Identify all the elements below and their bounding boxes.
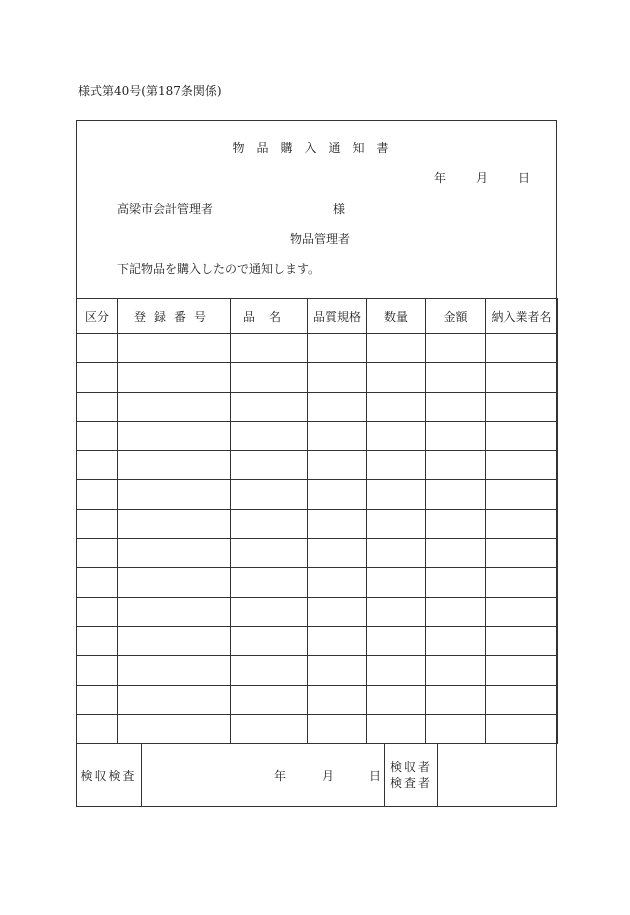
date-month: 月	[476, 171, 489, 185]
table-cell[interactable]	[118, 714, 231, 743]
table-cell[interactable]	[77, 568, 118, 597]
inspection-label-cell	[76, 743, 141, 807]
table-cell[interactable]	[367, 480, 426, 509]
table-cell[interactable]	[118, 334, 231, 363]
table-cell[interactable]	[426, 656, 486, 685]
table-cell[interactable]	[486, 421, 558, 450]
date-day: 日	[518, 171, 531, 185]
table-cell[interactable]	[486, 685, 558, 714]
table-cell[interactable]	[308, 421, 367, 450]
table-cell[interactable]	[77, 656, 118, 685]
table-cell[interactable]	[231, 421, 308, 450]
table-cell[interactable]	[308, 480, 367, 509]
table-cell[interactable]	[308, 509, 367, 538]
purchase-notice-form	[76, 120, 557, 807]
table-cell[interactable]	[426, 509, 486, 538]
table-cell[interactable]	[231, 539, 308, 568]
table-cell[interactable]	[486, 656, 558, 685]
table-cell[interactable]	[486, 509, 558, 538]
table-row	[77, 626, 558, 655]
inspection-date-month: 月	[322, 769, 335, 783]
table-cell[interactable]	[486, 714, 558, 743]
honorific: 様	[333, 202, 346, 216]
sender: 物品管理者	[290, 232, 351, 246]
table-cell[interactable]	[486, 363, 558, 392]
table-cell[interactable]	[426, 392, 486, 421]
inspection-date-day: 日	[369, 769, 382, 783]
column-header-registration-number: 登録番号	[118, 299, 231, 334]
table-cell[interactable]	[486, 597, 558, 626]
table-cell[interactable]	[77, 392, 118, 421]
table-cell[interactable]	[426, 539, 486, 568]
column-header-quality-spec: 品質規格	[308, 299, 367, 334]
table-cell[interactable]	[77, 597, 118, 626]
form-header	[77, 121, 556, 299]
table-cell[interactable]	[77, 334, 118, 363]
inspector-signature-cell[interactable]	[437, 743, 557, 807]
table-cell[interactable]	[367, 626, 426, 655]
table-cell[interactable]	[486, 480, 558, 509]
table-cell[interactable]	[308, 714, 367, 743]
table-cell[interactable]	[426, 363, 486, 392]
table-cell[interactable]	[118, 568, 231, 597]
table-body	[77, 334, 558, 744]
table-cell[interactable]	[118, 626, 231, 655]
table-cell[interactable]	[77, 714, 118, 743]
table-cell[interactable]	[118, 363, 231, 392]
table-cell[interactable]	[486, 568, 558, 597]
table-cell[interactable]	[77, 421, 118, 450]
table-cell[interactable]	[77, 480, 118, 509]
notice-body-text: 下記物品を購入したので通知します。	[117, 262, 321, 276]
table-cell[interactable]	[308, 626, 367, 655]
table-cell[interactable]	[367, 539, 426, 568]
table-cell[interactable]	[486, 451, 558, 480]
inspector-label-cell	[384, 743, 437, 807]
table-cell[interactable]	[231, 363, 308, 392]
table-cell[interactable]	[118, 392, 231, 421]
table-cell[interactable]	[426, 451, 486, 480]
table-row	[77, 539, 558, 568]
table-row	[77, 363, 558, 392]
table-cell[interactable]	[426, 685, 486, 714]
table-cell[interactable]	[308, 451, 367, 480]
addressee: 高梁市会計管理者	[117, 202, 214, 216]
table-cell[interactable]	[118, 685, 231, 714]
table-cell[interactable]	[308, 334, 367, 363]
date-year: 年	[434, 171, 447, 185]
table-cell[interactable]	[426, 421, 486, 450]
table-cell[interactable]	[486, 626, 558, 655]
table-cell[interactable]	[486, 539, 558, 568]
table-cell[interactable]	[308, 656, 367, 685]
table-cell[interactable]	[118, 509, 231, 538]
table-row	[77, 334, 558, 363]
table-cell[interactable]	[308, 597, 367, 626]
table-row	[77, 451, 558, 480]
column-header-category: 区分	[77, 299, 118, 334]
document-title: 物品購入通知書	[232, 141, 401, 155]
table-cell[interactable]	[367, 509, 426, 538]
inspector-label-2: 検査者	[389, 776, 432, 790]
table-cell[interactable]	[426, 334, 486, 363]
notice-date	[434, 169, 530, 186]
table-cell[interactable]	[77, 685, 118, 714]
table-cell[interactable]	[367, 363, 426, 392]
table-row	[77, 597, 558, 626]
table-cell[interactable]	[308, 685, 367, 714]
table-cell[interactable]	[231, 334, 308, 363]
table-cell[interactable]	[426, 568, 486, 597]
table-row	[77, 392, 558, 421]
table-cell[interactable]	[231, 568, 308, 597]
inspection-footer	[76, 743, 557, 808]
table-row	[77, 656, 558, 685]
table-header-row	[77, 299, 558, 334]
table-cell[interactable]	[231, 451, 308, 480]
table-cell[interactable]	[231, 509, 308, 538]
table-cell[interactable]	[231, 597, 308, 626]
table-cell[interactable]	[367, 392, 426, 421]
table-cell[interactable]	[77, 539, 118, 568]
table-cell[interactable]	[77, 451, 118, 480]
table-row	[77, 568, 558, 597]
table-cell[interactable]	[367, 568, 426, 597]
table-cell[interactable]	[486, 334, 558, 363]
item-table	[76, 298, 558, 744]
table-row	[77, 421, 558, 450]
inspection-date-year: 年	[274, 769, 287, 783]
table-cell[interactable]	[231, 656, 308, 685]
table-row	[77, 685, 558, 714]
table-row	[77, 509, 558, 538]
table-cell[interactable]	[118, 597, 231, 626]
table-cell[interactable]	[308, 568, 367, 597]
table-cell[interactable]	[118, 656, 231, 685]
table-cell[interactable]	[308, 539, 367, 568]
column-header-supplier-name: 納入業者名	[486, 299, 558, 334]
table-cell[interactable]	[118, 421, 231, 450]
table-cell[interactable]	[486, 392, 558, 421]
table-cell[interactable]	[231, 626, 308, 655]
table-cell[interactable]	[231, 392, 308, 421]
inspection-date-cell[interactable]	[141, 743, 384, 807]
column-header-item-name: 品名	[231, 299, 308, 334]
form-number-label: 様式第40号(第187条関係)	[78, 84, 222, 98]
table-cell[interactable]	[367, 451, 426, 480]
inspection-label: 検収検査	[80, 768, 137, 783]
column-header-amount: 金額	[426, 299, 486, 334]
table-cell[interactable]	[118, 451, 231, 480]
table-cell[interactable]	[231, 685, 308, 714]
table-cell[interactable]	[231, 714, 308, 743]
table-cell[interactable]	[367, 421, 426, 450]
table-cell[interactable]	[426, 626, 486, 655]
inspector-label-1: 検収者	[389, 760, 432, 774]
table-cell[interactable]	[426, 480, 486, 509]
table-cell[interactable]	[77, 509, 118, 538]
table-cell[interactable]	[367, 334, 426, 363]
table-row	[77, 480, 558, 509]
table-cell[interactable]	[77, 626, 118, 655]
table-cell[interactable]	[367, 685, 426, 714]
table-cell[interactable]	[308, 392, 367, 421]
table-cell[interactable]	[367, 597, 426, 626]
table-cell[interactable]	[367, 714, 426, 743]
column-header-quantity: 数量	[367, 299, 426, 334]
table-cell[interactable]	[231, 480, 308, 509]
table-cell[interactable]	[77, 363, 118, 392]
table-cell[interactable]	[367, 656, 426, 685]
table-cell[interactable]	[118, 480, 231, 509]
table-cell[interactable]	[118, 539, 231, 568]
table-cell[interactable]	[426, 714, 486, 743]
table-cell[interactable]	[308, 363, 367, 392]
table-row	[77, 714, 558, 743]
table-cell[interactable]	[426, 597, 486, 626]
